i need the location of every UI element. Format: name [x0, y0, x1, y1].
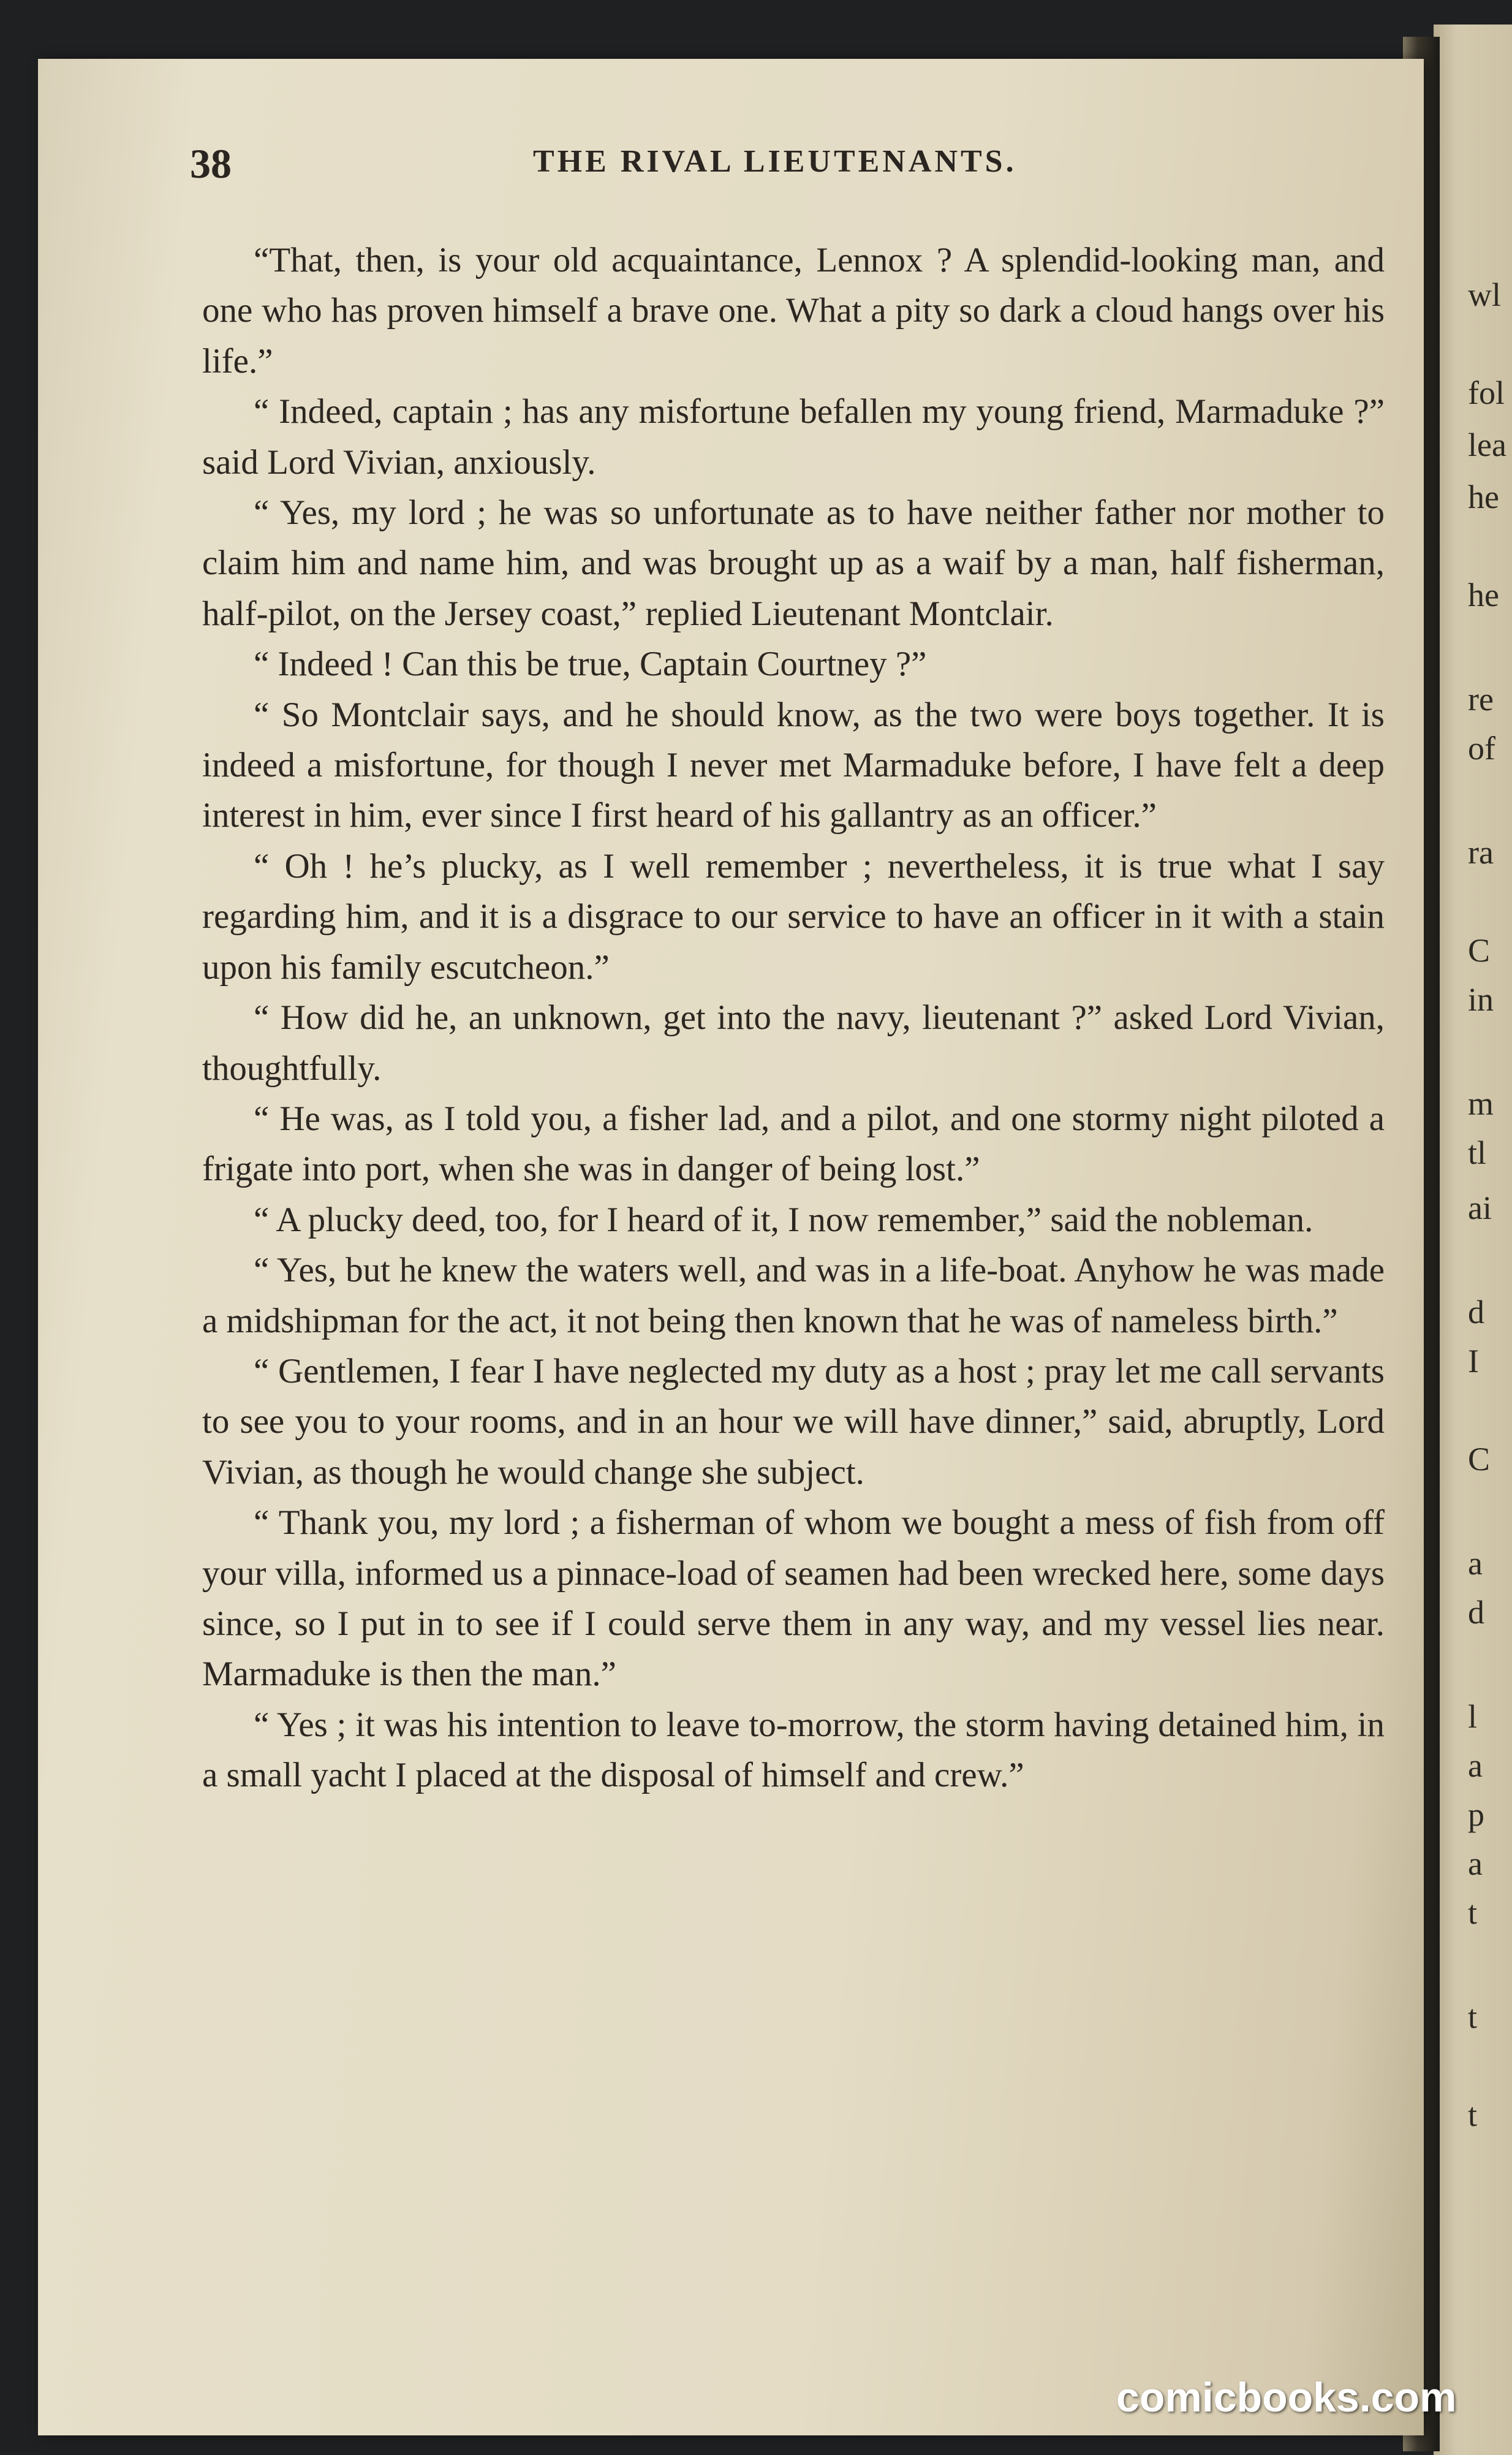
facing-page-fragment: wl: [1468, 276, 1501, 313]
facing-page-fragment: a: [1468, 1545, 1483, 1582]
facing-page-fragment: t: [1468, 1894, 1478, 1931]
facing-page-fragment: lea: [1468, 427, 1506, 463]
paragraph: “ Indeed, captain ; has any misfortune befallen my young friend, Marmaduke ?” said Lord Vivian, anxiously.: [202, 392, 1385, 482]
facing-page-fragment: fol: [1468, 374, 1505, 411]
page-header: [190, 140, 1391, 195]
facing-page-fragment: m: [1468, 1085, 1494, 1122]
paragraph: “ Gentlemen, I fear I have neglected my duty as a host ; pray let me call servants to see you to your rooms, and in an hour we will have dinner,” said, abruptly, Lord Vivian, as though he would change she subject.: [202, 1351, 1385, 1492]
running-title: THE RIVAL LIEUTENANTS.: [533, 144, 1017, 179]
paragraph: “ Yes, but he knew the waters well, and was in a life-boat. Anyhow he was made a midshipman for the act, it not being then known that he was of nameless birth.”: [202, 1251, 1385, 1340]
paragraph: “ How did he, an unknown, get into the navy, lieutenant ?” asked Lord Vivian, thoughtfully.: [202, 998, 1385, 1088]
facing-page-fragment: C: [1468, 1441, 1491, 1478]
facing-page-fragment: d: [1468, 1294, 1484, 1330]
paragraph: “That, then, is your old acquaintance, Lennox ? A splendid-looking man, and one who has proven himself a brave one. What a pity so dark a cloud hangs over his life.”: [202, 241, 1385, 381]
paragraph: “ So Montclair says, and he should know, as the two were boys together. It is indeed a misfortune, for though I never met Marmaduke before, I have felt a deep interest in him, ever since I first heard of his gallantry as an officer.”: [202, 695, 1385, 835]
paragraph: “ A plucky deed, too, for I heard of it, I now remember,” said the nobleman.: [254, 1200, 1314, 1239]
facing-page-fragment: he: [1468, 479, 1499, 515]
facing-page-fragment: a: [1468, 1845, 1483, 1882]
facing-page-fragment: ai: [1468, 1190, 1492, 1226]
facing-page-fragment: d: [1468, 1594, 1484, 1631]
facing-page-fragment: re: [1468, 681, 1494, 718]
facing-page-fragment: he: [1468, 577, 1499, 613]
paragraph: “ Indeed ! Can this be true, Captain Courtney ?”: [254, 645, 927, 684]
body-text: [202, 235, 1385, 1801]
facing-page-fragment: ra: [1468, 834, 1494, 871]
paragraph: “ Yes ; it was his intention to leave to-morrow, the storm having detained him, in a small yacht I placed at the disposal of himself and crew.”: [202, 1705, 1385, 1795]
paragraph: “ Oh ! he’s plucky, as I well remember ; nevertheless, it is true what I say regarding him, and it is a disgrace to our service to have an officer in it with a stain upon his family escutcheon.”: [202, 846, 1385, 987]
facing-page-fragment: a: [1468, 1747, 1483, 1784]
facing-page-fragment: of: [1468, 730, 1495, 767]
facing-page-fragment: C: [1468, 932, 1491, 969]
paragraph: “ He was, as I told you, a fisher lad, and a pilot, and one stormy night piloted a frigate into port, when she was in danger of being lost.”: [202, 1099, 1385, 1189]
facing-page-fragment: l: [1468, 1698, 1478, 1735]
facing-page-fragment: p: [1468, 1796, 1484, 1833]
facing-page-fragment: t: [1468, 2096, 1478, 2133]
page-number: 38: [190, 140, 232, 187]
facing-page-fragment: in: [1468, 981, 1494, 1018]
facing-page-fragment: I: [1468, 1343, 1479, 1379]
paragraph: “ Thank you, my lord ; a fisherman of whom we bought a mess of fish from off your villa, informed us a pinnace-load of seamen had been wrecked here, some days since, so I put in to see if I could serve them in any way, and my vessel lies near. Marmaduke is then the man.”: [202, 1503, 1385, 1694]
watermark: comicbooks.com: [1116, 2374, 1457, 2421]
facing-page-fragment: tl: [1468, 1134, 1487, 1171]
facing-page-fragment: t: [1468, 1998, 1478, 2035]
paragraph: “ Yes, my lord ; he was so unfortunate as to have neither father nor mother to claim him and name him, and was brought up as a waif by a man, half fisherman, half-pilot, on the Jersey coast,” replied Lieutenant Montclair.: [202, 493, 1385, 633]
